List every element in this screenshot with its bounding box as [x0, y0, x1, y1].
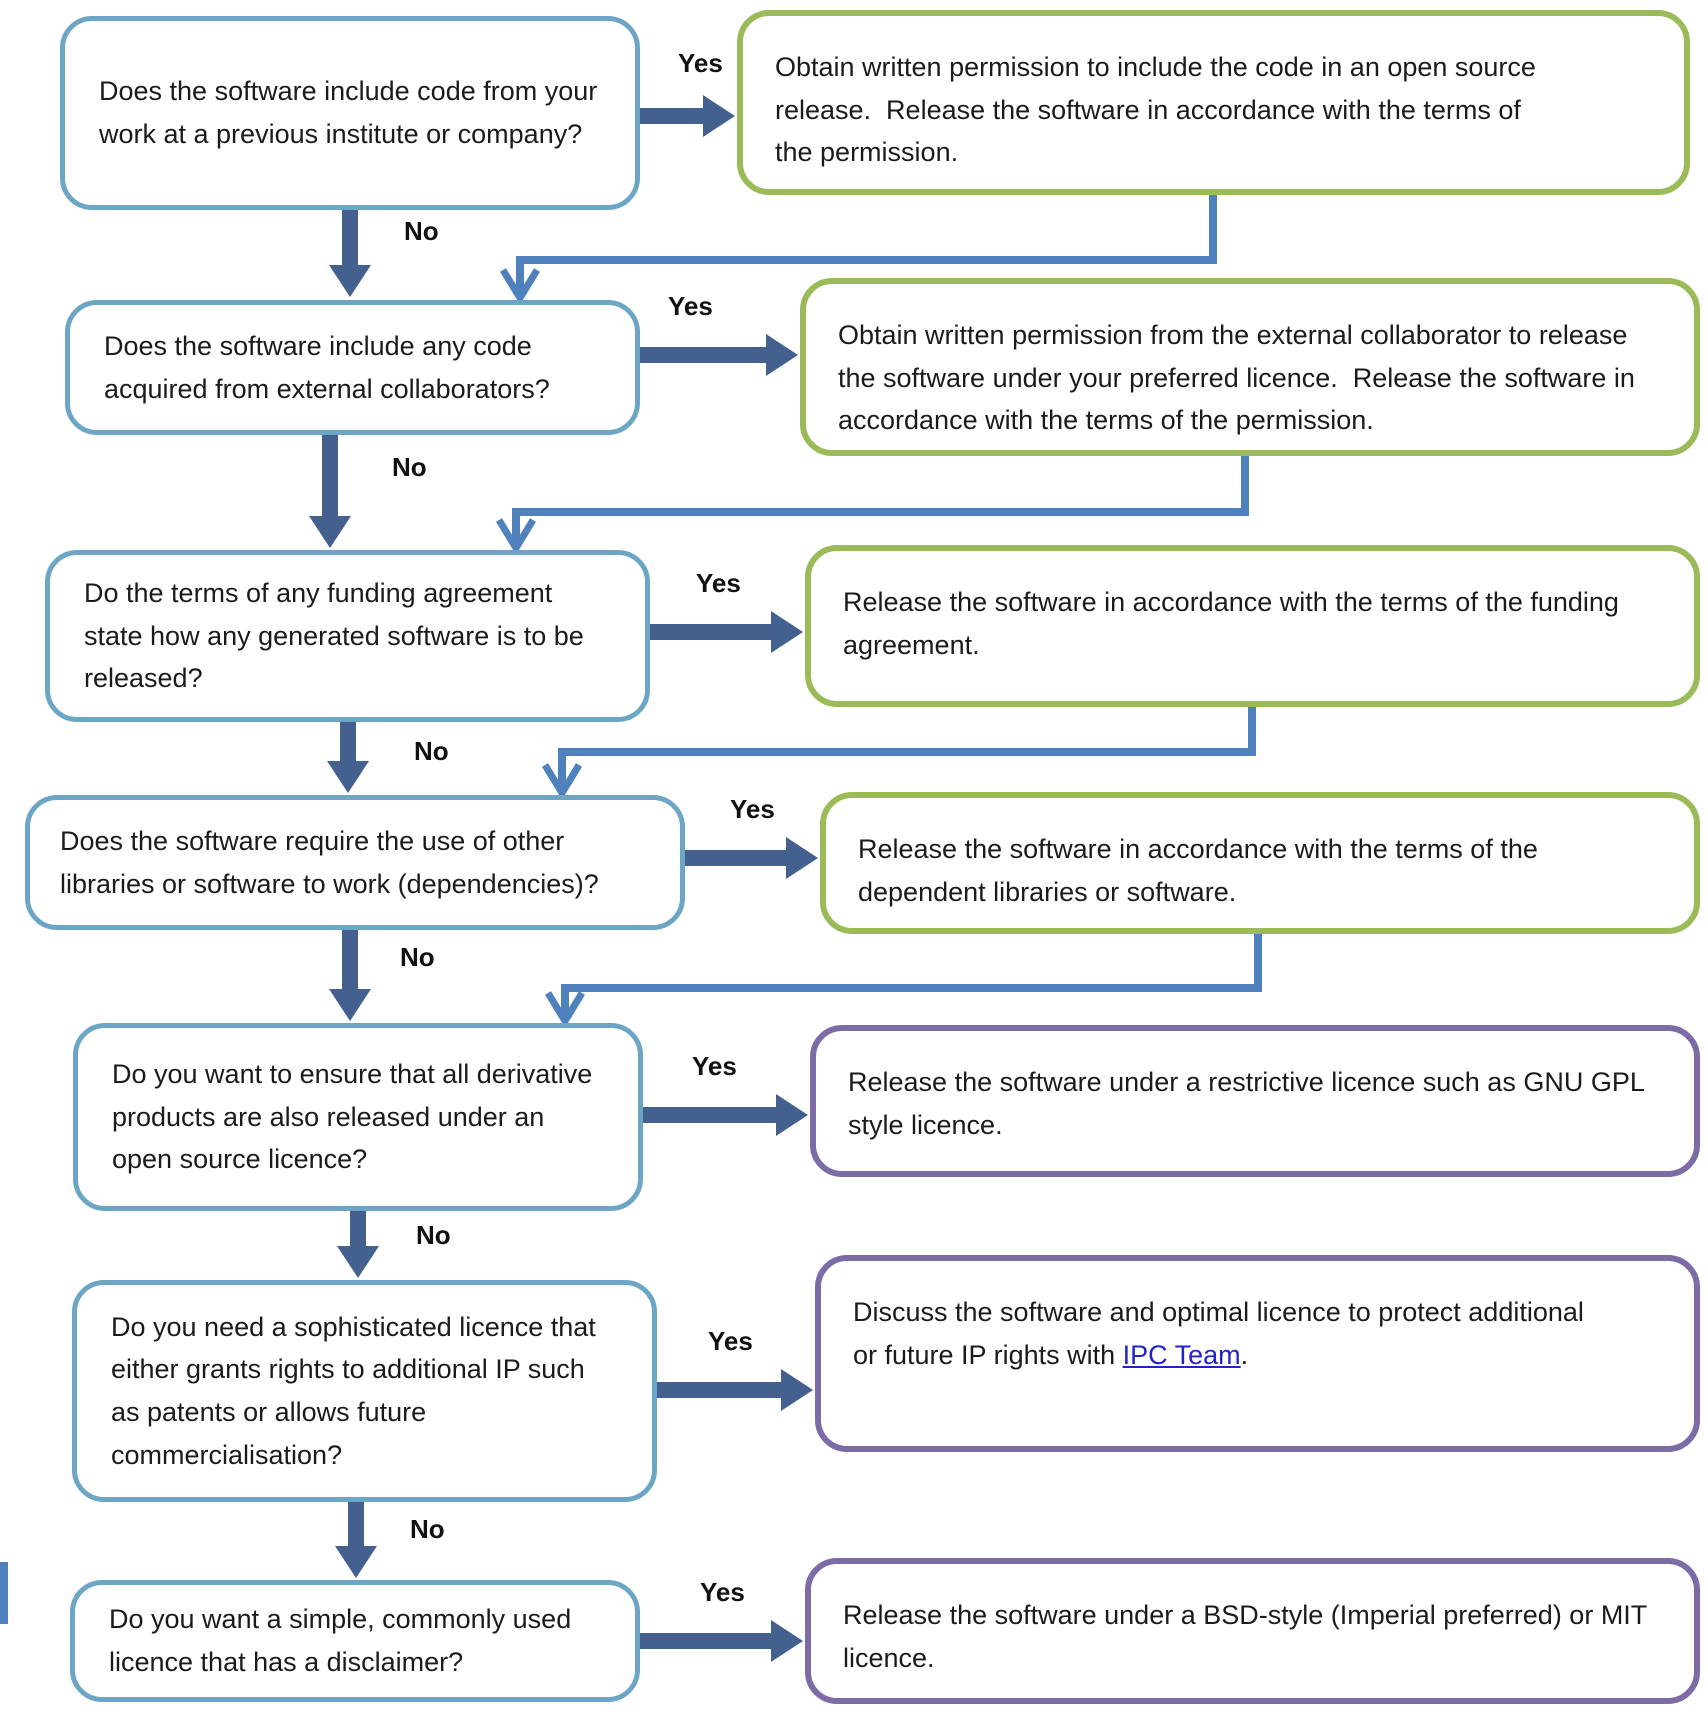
arrowhead-q4-yes-a4 — [786, 837, 818, 879]
outcome-text — [853, 1291, 1604, 1376]
connector-a4-return-q5 — [565, 932, 1258, 1017]
outcome-text: Release the software in accordance with the terms of the dependent libraries or software. — [858, 834, 1546, 907]
yes-label: Yes — [696, 568, 741, 598]
no-label: No — [414, 736, 449, 766]
outcome-gnu-gpl-licence — [810, 1025, 1700, 1177]
outcome-dependent-libraries-terms — [820, 792, 1700, 934]
outcome-text-after-link: . — [1240, 1339, 1249, 1370]
arrowhead-q2-yes-a2 — [766, 334, 798, 376]
arrowhead-a2-return-q3 — [499, 520, 533, 548]
arrowhead-q2-no-q3 — [309, 516, 351, 548]
question-funding-agreement-terms — [45, 550, 650, 722]
question-dependencies — [25, 795, 685, 930]
outcome-text: Obtain written permission from the external collaborator to release the software under your preferred licence. Release the software in accordance with the terms of the permission. — [838, 320, 1643, 436]
outcome-text: Release the software under a restrictive licence such as GNU GPL style licence. — [848, 1067, 1652, 1140]
outcome-text-before-link: Discuss the software and optimal licence to protect additional or future IP rights with — [853, 1297, 1592, 1370]
question-text: Does the software require the use of other libraries or software to work (dependencies)? — [60, 825, 599, 899]
outcome-funding-agreement-terms — [805, 545, 1700, 707]
question-simple-licence-disclaimer — [70, 1580, 640, 1702]
connector-a3-return-q4 — [562, 705, 1252, 789]
outcome-text: Release the software in accordance with the terms of the funding agreement. — [843, 587, 1627, 660]
question-sophisticated-licence — [72, 1280, 657, 1502]
no-label: No — [392, 452, 427, 482]
no-label: No — [410, 1514, 445, 1544]
arrowhead-q6-no-q7 — [335, 1546, 377, 1578]
question-text: Do you need a sophisticated licence that either grants rights to additional IP such as patents or allows future commercialisation? — [111, 1311, 604, 1470]
arrowhead-q6-yes-a6 — [781, 1369, 813, 1411]
no-label: No — [416, 1220, 451, 1250]
outcome-permission-previous-work — [737, 10, 1690, 195]
arrowhead-a1-return-q2 — [503, 270, 537, 298]
question-external-collaborators-code — [65, 300, 640, 435]
outcome-text: Obtain written permission to include the code in an open source release. Release the software in accordance with the terms of the permission. — [775, 52, 1544, 168]
no-label: No — [404, 216, 439, 246]
outcome-permission-collaborator — [800, 278, 1700, 456]
yes-label: Yes — [692, 1051, 737, 1081]
outcome-text: Release the software under a BSD-style (Imperial preferred) or MIT licence. — [843, 1600, 1655, 1673]
question-text: Does the software include code from your work at a previous institute or company? — [99, 76, 605, 149]
no-label: No — [400, 942, 435, 972]
question-derivative-open-source — [73, 1023, 643, 1211]
arrowhead-a3-return-q4 — [545, 765, 579, 793]
question-text: Does the software include any code acquired from external collaborators? — [104, 330, 550, 404]
arrowhead-q1-no-q2 — [329, 265, 371, 297]
yes-label: Yes — [700, 1577, 745, 1607]
outcome-bsd-mit-licence — [805, 1558, 1700, 1704]
arrowhead-q4-no-q5 — [329, 989, 371, 1021]
arrowhead-q1-yes-a1 — [703, 95, 735, 137]
question-text: Do you want a simple, commonly used licence that has a disclaimer? — [109, 1604, 579, 1677]
question-previous-institute-code — [60, 16, 640, 210]
arrowhead-a4-return-q5 — [548, 993, 582, 1021]
ipc-team-link[interactable]: IPC Team — [1122, 1339, 1241, 1370]
connector-a2-return-q3 — [516, 454, 1245, 544]
yes-label: Yes — [668, 291, 713, 321]
yes-label: Yes — [678, 48, 723, 78]
arrowhead-q5-yes-a5 — [776, 1094, 808, 1136]
question-text: Do you want to ensure that all derivative products are also released under an open source licence? — [112, 1059, 600, 1175]
arrowhead-q7-yes-a7 — [771, 1620, 803, 1662]
outcome-discuss-ipc-team — [815, 1255, 1700, 1452]
cropped-connector-fragment — [0, 1562, 8, 1624]
arrowhead-q5-no-q6 — [337, 1246, 379, 1278]
yes-label: Yes — [708, 1326, 753, 1356]
arrowhead-q3-no-q4 — [327, 761, 369, 793]
arrowhead-q3-yes-a3 — [771, 611, 803, 653]
yes-label: Yes — [730, 794, 775, 824]
question-text: Do the terms of any funding agreement state how any generated software is to be released? — [84, 578, 592, 694]
